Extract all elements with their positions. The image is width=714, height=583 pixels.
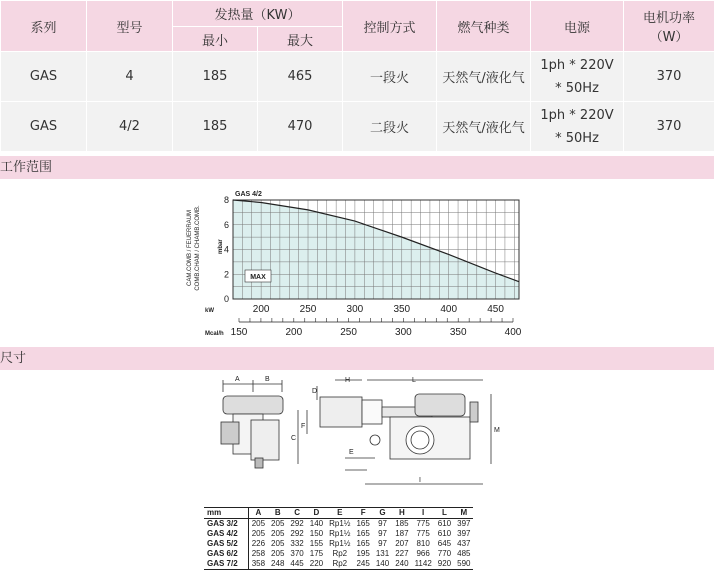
y-tick-label: 8: [223, 195, 229, 205]
dim-cell: 240: [395, 559, 409, 568]
y-axis-label: CAM.COMB / FEUERRAUM: [187, 209, 193, 287]
table-row: [1, 102, 714, 152]
dim-cell: GAS 6/2: [204, 549, 248, 559]
label-d: D: [312, 388, 318, 395]
mcal-tick-label: 200: [285, 327, 303, 338]
dim-cell: 165: [356, 529, 370, 538]
dim-cell: 966: [416, 549, 430, 558]
dim-cell: Rp2: [332, 559, 348, 568]
section-dimensions-title: 尺寸: [0, 347, 714, 370]
cell-max: 470: [258, 102, 343, 152]
dim-header-cell: F: [353, 508, 372, 519]
table-row: [204, 549, 473, 559]
label-l: L: [412, 377, 416, 384]
label-b: B: [265, 376, 270, 383]
dim-header-cell: I: [412, 508, 435, 519]
label-h: H: [345, 377, 351, 384]
dim-cell: 645: [437, 539, 452, 548]
header-control: 控制方式: [343, 1, 437, 52]
cell-fuel: 天然气/液化气: [437, 102, 531, 152]
table-row: [1, 52, 714, 102]
dim-cell: 195: [356, 549, 370, 558]
dim-cell: 610: [437, 529, 452, 538]
mcal-tick-label: 150: [230, 327, 248, 338]
dim-cell: 258: [251, 549, 266, 558]
dim-cell: 227: [395, 549, 409, 558]
dim-header-cell: M: [454, 508, 473, 519]
dim-header-cell: H: [392, 508, 411, 519]
dim-cell: Rp1½: [329, 529, 351, 538]
table-row: [204, 539, 473, 549]
dim-cell: 920: [437, 559, 452, 568]
y-axis-label: COMB.CHAM / CHAMB.COMB.: [195, 205, 201, 291]
dim-cell: 205: [271, 529, 285, 538]
spec-table: [0, 0, 714, 152]
cell-model: 4/2: [87, 102, 173, 152]
dim-cell: Rp1½: [329, 519, 351, 528]
dim-header-cell: G: [373, 508, 392, 519]
header-motor-line1: 电机功率: [643, 11, 696, 26]
header-fuel: 燃气种类: [437, 1, 531, 52]
dim-cell: 775: [416, 519, 430, 528]
label-m: M: [494, 427, 500, 434]
dim-cell: 140: [375, 559, 390, 568]
table-row: [204, 529, 473, 539]
cell-control: 一段火: [343, 52, 437, 102]
label-f: F: [301, 423, 306, 430]
cell-model: 4: [87, 52, 173, 102]
dim-cell: 445: [290, 559, 304, 568]
cell-max: 465: [258, 52, 343, 102]
x-tick-label: 450: [487, 304, 504, 315]
dim-cell: 205: [251, 529, 266, 538]
dim-cell: 165: [356, 519, 370, 528]
burner-drawing: [215, 372, 505, 490]
x-tick-label: 350: [393, 304, 411, 315]
cell-power: [531, 52, 624, 102]
x-unit-mcal: Mcal/h: [205, 331, 224, 337]
dim-cell: 775: [416, 529, 430, 538]
cell-series: GAS: [1, 52, 87, 102]
cell-power-a: 1ph * 220V: [540, 57, 614, 73]
x-tick-label: 200: [252, 304, 270, 315]
section-range-title: 工作范围: [0, 156, 714, 179]
mcal-tick-label: 300: [395, 327, 412, 338]
dim-cell: 150: [309, 529, 324, 538]
dim-cell: 332: [290, 539, 304, 548]
dim-cell: 97: [378, 529, 387, 538]
cell-power-b: * 50Hz: [555, 80, 599, 96]
dim-cell: 185: [395, 519, 409, 528]
max-annotation: MAX: [250, 274, 266, 281]
dim-cell: 207: [395, 539, 409, 548]
dim-cell: 292: [290, 519, 304, 528]
cell-control: 二段火: [343, 102, 437, 152]
dim-cell: 810: [416, 539, 430, 548]
label-i: I: [419, 477, 421, 484]
x-tick-label: 250: [299, 304, 317, 315]
dim-cell: Rp2: [332, 549, 348, 558]
dim-cell: 358: [251, 559, 266, 568]
dim-cell: 220: [309, 559, 324, 568]
dim-header-row: [204, 508, 473, 519]
mcal-tick-label: 350: [449, 327, 467, 338]
header-model: 型号: [87, 1, 173, 52]
dim-cell: 205: [251, 519, 266, 528]
dimension-table: [204, 507, 473, 570]
cell-fuel: 天然气/液化气: [437, 52, 531, 102]
cell-series: GAS: [1, 102, 87, 152]
cell-min: 185: [173, 52, 258, 102]
cell-motor: 370: [624, 102, 714, 152]
dim-cell: 397: [457, 519, 471, 528]
dim-cell: 245: [356, 559, 370, 568]
dim-header-cell: mm: [204, 508, 248, 519]
dim-header-cell: C: [287, 508, 306, 519]
dim-cell: 292: [290, 529, 304, 538]
cell-power-b: * 50Hz: [555, 130, 599, 146]
dim-cell: 131: [375, 549, 390, 558]
header-motor: [624, 1, 714, 52]
cell-motor: 370: [624, 52, 714, 102]
dim-cell: 205: [271, 539, 285, 548]
dim-cell: 205: [271, 549, 285, 558]
dim-header-cell: B: [268, 508, 287, 519]
dim-cell: 485: [457, 549, 471, 558]
dim-cell: GAS 7/2: [204, 559, 248, 570]
chart-title: GAS 4/2: [235, 191, 262, 198]
dim-cell: 165: [356, 539, 370, 548]
dim-cell: 437: [457, 539, 471, 548]
dim-cell: 610: [437, 519, 452, 528]
dim-cell: 205: [271, 519, 285, 528]
mcal-tick-label: 250: [340, 327, 357, 338]
header-heat-output: 发热量（KW）: [173, 1, 343, 27]
label-e: E: [349, 449, 354, 456]
label-a: A: [235, 376, 240, 383]
header-series: 系列: [1, 1, 87, 52]
dim-cell: 1142: [414, 559, 432, 568]
dim-cell: 97: [378, 539, 387, 548]
dim-header-cell: D: [307, 508, 326, 519]
chart-svg: [185, 188, 525, 338]
header-max: 最大: [258, 27, 343, 52]
header-min: 最小: [173, 27, 258, 52]
mcal-tick-label: 400: [504, 327, 522, 338]
dim-header-cell: L: [435, 508, 454, 519]
dim-cell: 187: [395, 529, 409, 538]
dim-cell: GAS 3/2: [204, 519, 248, 530]
dimension-drawing: [215, 372, 505, 490]
dim-cell: 370: [290, 549, 304, 558]
cell-power: [531, 102, 624, 152]
table-row: [204, 559, 473, 570]
y-tick-label: 6: [223, 219, 229, 230]
dim-cell: 248: [271, 559, 285, 568]
x-unit-kw: kW: [205, 308, 214, 314]
dim-cell: GAS 5/2: [204, 539, 248, 549]
header-motor-line2: （W）: [649, 30, 689, 45]
y-unit: mbar: [218, 239, 224, 254]
y-tick-label: 0: [223, 294, 229, 304]
x-tick-label: 400: [440, 304, 458, 315]
dim-cell: 590: [457, 559, 471, 568]
table-row: [204, 519, 473, 530]
dim-cell: 97: [378, 519, 387, 528]
dim-cell: Rp1½: [329, 539, 351, 548]
dim-cell: 226: [251, 539, 266, 548]
y-tick-label: 4: [223, 244, 229, 255]
y-tick-label: 2: [223, 269, 229, 280]
dim-header-cell: E: [326, 508, 353, 519]
dim-cell: GAS 4/2: [204, 529, 248, 539]
label-c: C: [291, 435, 297, 442]
dim-header-cell: A: [248, 508, 268, 519]
x-tick-label: 300: [346, 304, 364, 315]
dim-cell: 175: [309, 549, 324, 558]
header-power: 电源: [531, 1, 624, 52]
dim-cell: 140: [309, 519, 324, 528]
working-range-chart: [185, 188, 525, 338]
dim-cell: 397: [457, 529, 471, 538]
cell-power-a: 1ph * 220V: [540, 107, 614, 123]
cell-min: 185: [173, 102, 258, 152]
dim-cell: 770: [437, 549, 452, 558]
dim-cell: 155: [309, 539, 324, 548]
